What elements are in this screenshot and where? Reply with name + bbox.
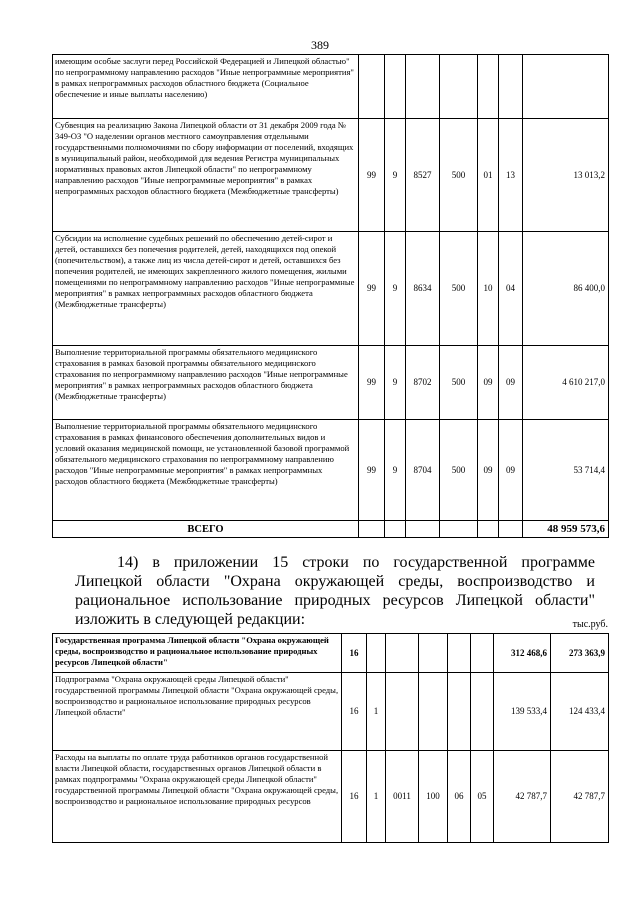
cell-section: 06 — [448, 751, 471, 843]
program-budget-table — [52, 633, 609, 843]
cell-amount: 86 400,0 — [523, 232, 609, 346]
cell-subprogram: 1 — [367, 751, 386, 843]
table-row — [53, 673, 609, 751]
cell-amount: 53 714,4 — [523, 420, 609, 521]
cell-amount-year2: 42 787,7 — [551, 751, 609, 843]
cell-expense-type: 500 — [440, 346, 478, 420]
cell-subprogram: 9 — [385, 232, 406, 346]
cell-expense-type: 500 — [440, 119, 478, 232]
cell-amount: 4 610 217,0 — [523, 346, 609, 420]
unit-label: тыс.руб. — [572, 619, 608, 630]
row-description: Расходы на выплаты по оплате труда работников органов государственной власти Липецкой области, государственных органов Липецкой области в рамках подпрограммы "Охрана окружающей среды Липецкой области" государственной программы Липецкой области "Охрана окружающей среды, воспроизводство и рациональное использование природных ресурсов — [53, 751, 342, 843]
cell-direction — [386, 673, 419, 751]
cell-amount-year2: 124 433,4 — [551, 673, 609, 751]
cell-subprogram — [385, 55, 406, 119]
cell-subsection: 13 — [499, 119, 523, 232]
cell-direction — [386, 634, 419, 673]
cell-program — [359, 55, 385, 119]
cell-amount-year2: 273 363,9 — [551, 634, 609, 673]
cell-section — [478, 55, 499, 119]
cell-program: 16 — [342, 751, 367, 843]
cell-direction: 8704 — [406, 420, 440, 521]
cell-subprogram: 1 — [367, 673, 386, 751]
table-row — [53, 634, 609, 673]
cell-direction — [406, 55, 440, 119]
cell-subprogram: 9 — [385, 420, 406, 521]
cell-section: 09 — [478, 420, 499, 521]
cell-expense-type: 500 — [440, 232, 478, 346]
cell-section — [448, 673, 471, 751]
row-description: имеющим особые заслуги перед Российской Федерацией и Липецкой областью" по непрограммному направлению расходов "Иные непрограммные мероприятия" в рамках непрограммных расходов областного бюджета (Социальное обеспечение и иные выплаты населению) — [53, 55, 359, 119]
amendment-paragraph — [75, 553, 595, 629]
cell-subsection: 04 — [499, 232, 523, 346]
cell-program: 16 — [342, 673, 367, 751]
total-value: 48 959 573,6 — [523, 521, 609, 538]
table-row — [53, 232, 609, 346]
cell-amount-year1: 139 533,4 — [494, 673, 551, 751]
cell-subsection — [471, 673, 494, 751]
table-row — [53, 420, 609, 521]
cell-program: 16 — [342, 634, 367, 673]
table-row — [53, 751, 609, 843]
cell-subprogram: 9 — [385, 119, 406, 232]
cell-direction: 8702 — [406, 346, 440, 420]
cell-section: 10 — [478, 232, 499, 346]
total-label: ВСЕГО — [53, 521, 359, 538]
cell-amount-year1: 42 787,7 — [494, 751, 551, 843]
cell-expense-type — [440, 55, 478, 119]
cell-subprogram — [367, 634, 386, 673]
table-row — [53, 55, 609, 119]
cell-subsection — [499, 55, 523, 119]
cell-subprogram: 9 — [385, 346, 406, 420]
table-row — [53, 119, 609, 232]
cell-amount: 13 013,2 — [523, 119, 609, 232]
cell-subsection: 09 — [499, 346, 523, 420]
table-row — [53, 346, 609, 420]
cell-direction: 8527 — [406, 119, 440, 232]
row-description: Подпрограмма "Охрана окружающей среды Липецкой области" государственной программы Липецкой области "Охрана окружающей среды, воспроизводство и рациональное использование природных ресурсов Липецкой области" — [53, 673, 342, 751]
cell-amount-year1: 312 468,6 — [494, 634, 551, 673]
row-description: Субвенция на реализацию Закона Липецкой области от 31 декабря 2009 года № 349-ОЗ "О наделении органов местного самоуправления отдельными государственными полномочиями по сбору информации от поселений, входящих в муниципальный район, необходимой для ведения Регистра муниципальных нормативных правовых актов Липецкой области" по непрограммному направлению расходов "Иные непрограммные мероприятия" в рамках непрограммных расходов областного бюджета (Межбюджетные трансферты) — [53, 119, 359, 232]
cell-direction: 0011 — [386, 751, 419, 843]
page-number: 389 — [311, 38, 329, 52]
cell-expense-type — [419, 634, 448, 673]
budget-table-continued — [52, 54, 609, 538]
cell-direction: 8634 — [406, 232, 440, 346]
cell-program: 99 — [359, 119, 385, 232]
cell-subsection: 05 — [471, 751, 494, 843]
row-description: Государственная программа Липецкой области "Охрана окружающей среды, воспроизводство и рациональное использование природных ресурсов Липецкой области" — [53, 634, 342, 673]
cell-section: 01 — [478, 119, 499, 232]
cell-program: 99 — [359, 232, 385, 346]
cell-program: 99 — [359, 420, 385, 521]
cell-subsection — [471, 634, 494, 673]
cell-section: 09 — [478, 346, 499, 420]
cell-program: 99 — [359, 346, 385, 420]
cell-amount — [523, 55, 609, 119]
row-description: Выполнение территориальной программы обязательного медицинского страхования в рамках финансового обеспечения дополнительных видов и условий оказания медицинской помощи, не установленной базовой программой обязательного медицинского страхования по непрограммному направлению расходов "Иные непрограммные мероприятия" в рамках непрограммных расходов областного бюджета (Межбюджетные трансферты) — [53, 420, 359, 521]
cell-expense-type: 500 — [440, 420, 478, 521]
row-description: Выполнение территориальной программы обязательного медицинского страхования в рамках базовой программы обязательного медицинского страхования по непрограммному направлению расходов "Иные непрограммные мероприятия" в рамках непрограммных расходов областного бюджета (Межбюджетные трансферты) — [53, 346, 359, 420]
cell-expense-type — [419, 673, 448, 751]
cell-section — [448, 634, 471, 673]
total-row — [53, 521, 609, 538]
cell-expense-type: 100 — [419, 751, 448, 843]
paragraph-text: 14) в приложении 15 строки по государственной программе Липецкой области "Охрана окружающей среды, воспроизводство и рациональное использование природных ресурсов Липецкой области" изложить в следующей редакции: — [75, 554, 595, 628]
cell-subsection: 09 — [499, 420, 523, 521]
row-description: Субсидии на исполнение судебных решений по обеспечению детей-сирот и детей, оставшихся без попечения родителей, детей, находящихся под опекой (попечительством), а также лиц из числа детей-сирот и детей, оставшихся без попечения родителей, не имеющих закрепленного жилого помещения, жилыми помещениями по непрограммному направлению расходов "Иные непрограммные мероприятия" в рамках непрограммных расходов областного бюджета (Межбюджетные трансферты) — [53, 232, 359, 346]
